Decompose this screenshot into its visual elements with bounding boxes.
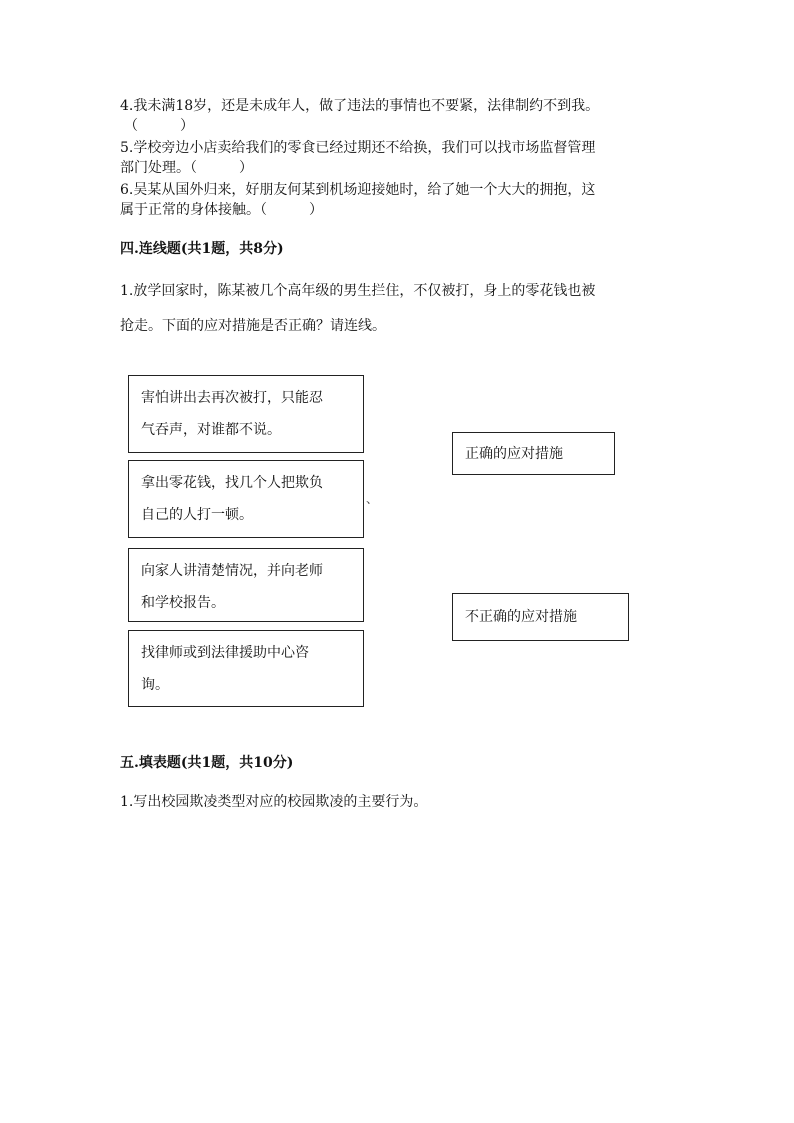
right-option-incorrect-label: 不正确的应对措施 bbox=[465, 609, 577, 625]
left-option-2-line1: 拿出零花钱，找几个人把欺负 bbox=[141, 475, 323, 491]
left-option-1-line1: 害怕讲出去再次被打，只能忍 bbox=[141, 390, 323, 406]
judgement-item-5-line2[interactable]: 部门处理。（ ） bbox=[120, 160, 253, 176]
right-option-correct[interactable] bbox=[452, 432, 615, 475]
judgement-item-6-line2[interactable]: 属于正常的身体接触。（ ） bbox=[120, 202, 323, 218]
left-option-3[interactable] bbox=[128, 548, 364, 622]
stray-mark: 、 bbox=[366, 492, 379, 506]
section-5-heading: 五.填表题(共1题，共10分) bbox=[120, 755, 294, 771]
judgement-item-6-line1: 6.吴某从国外归来，好朋友何某到机场迎接她时，给了她一个大大的拥抱，这 bbox=[120, 182, 596, 198]
section-4-heading: 四.连线题(共1题，共8分) bbox=[120, 241, 284, 257]
left-option-4[interactable] bbox=[128, 630, 364, 707]
judgement-item-4-answer-blank[interactable]: （ ） bbox=[124, 118, 194, 134]
judgement-item-5-line1: 5.学校旁边小店卖给我们的零食已经过期还不给换，我们可以找市场监督管理 bbox=[120, 140, 596, 156]
left-option-1[interactable] bbox=[128, 375, 364, 453]
left-option-4-line2: 询。 bbox=[141, 677, 169, 693]
section-4-question-line1: 1.放学回家时，陈某被几个高年级的男生拦住，不仅被打，身上的零花钱也被 bbox=[120, 283, 596, 299]
left-option-3-line2: 和学校报告。 bbox=[141, 595, 225, 611]
section-5-question: 1.写出校园欺凌类型对应的校园欺凌的主要行为。 bbox=[120, 794, 428, 810]
left-option-2[interactable] bbox=[128, 460, 364, 538]
left-option-3-line1: 向家人讲清楚情况，并向老师 bbox=[141, 563, 323, 579]
right-option-incorrect[interactable] bbox=[452, 593, 629, 641]
left-option-4-line1: 找律师或到法律援助中心咨 bbox=[141, 645, 309, 661]
left-option-2-line2: 自己的人打一顿。 bbox=[141, 507, 253, 523]
left-option-1-line2: 气吞声，对谁都不说。 bbox=[141, 422, 281, 438]
judgement-item-4-line1: 4.我未满18岁，还是未成年人，做了违法的事情也不要紧，法律制约不到我。 bbox=[120, 98, 600, 114]
section-4-question-line2: 抢走。下面的应对措施是否正确？请连线。 bbox=[120, 318, 386, 334]
right-option-correct-label: 正确的应对措施 bbox=[465, 445, 563, 462]
